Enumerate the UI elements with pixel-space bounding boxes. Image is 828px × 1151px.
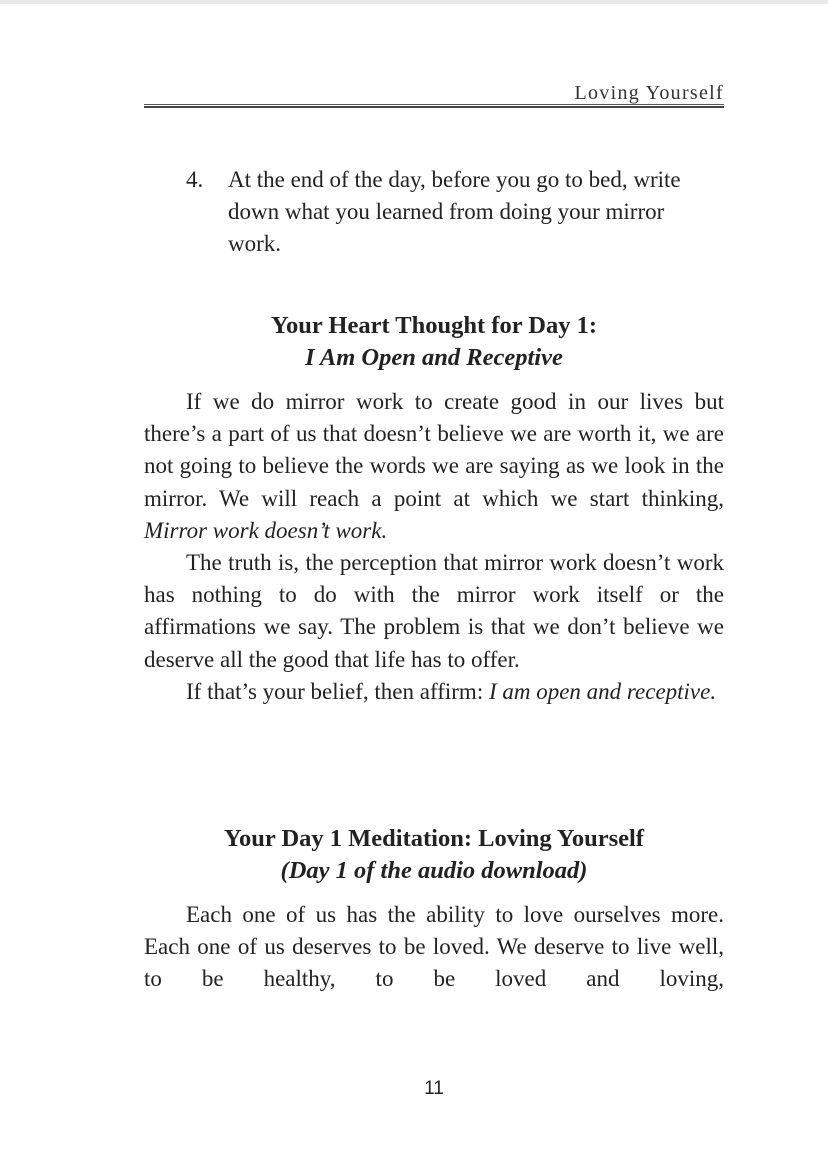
header-rule-thin	[144, 104, 724, 105]
section-heading-subtitle: I Am Open and Receptive	[305, 344, 563, 371]
meditation-body	[144, 899, 724, 996]
numbered-list-item	[186, 164, 686, 260]
paragraph-text: The truth is, the perception that mirror work doesn’t work has nothing to do with the mirror work itself or the affirmations we say. The problem is that we don’t believe we deserve all the good that life has to offer.	[144, 550, 724, 672]
paragraph-italic-phrase: I am open and receptive.	[488, 678, 717, 704]
paragraph-text: If that’s your belief, then affirm:	[186, 678, 489, 704]
header-rule-thick	[144, 106, 724, 108]
section-heading-subtitle: (Day 1 of the audio download)	[280, 857, 588, 884]
paragraph	[144, 676, 724, 708]
paragraph-text: If we do mirror work to create good in our lives but there’s a part of us that doesn’t believe we are worth it, we are not going to believe the words we are saying as we look in the mirror. We will reach a point at which we start thinking,	[144, 389, 724, 511]
page-number: 11	[424, 1078, 444, 1099]
section-heading-heart-thought	[144, 310, 724, 374]
section-heading-title: Your Day 1 Meditation: Loving Yourself	[224, 825, 644, 852]
paragraph	[144, 386, 724, 547]
section-heading-title: Your Heart Thought for Day 1:	[270, 312, 597, 339]
running-header-title: Loving Yourself	[574, 82, 724, 104]
paragraph-italic-phrase: Mirror work doesn’t work.	[144, 517, 388, 543]
list-item-text: At the end of the day, before you go to bed, write down what you learned from doing your mirror work.	[228, 167, 681, 256]
section-heading-meditation	[144, 823, 724, 887]
heart-thought-body	[144, 386, 724, 708]
page-top-edge	[0, 0, 828, 4]
list-item-number: 4.	[186, 167, 204, 192]
paragraph	[144, 547, 724, 676]
paragraph	[144, 899, 724, 996]
paragraph-text: Each one of us has the ability to love ourselves more. Each one of us deserves to be loved. We deserve to live well, to be healthy, to be loved and loving,	[144, 902, 724, 992]
